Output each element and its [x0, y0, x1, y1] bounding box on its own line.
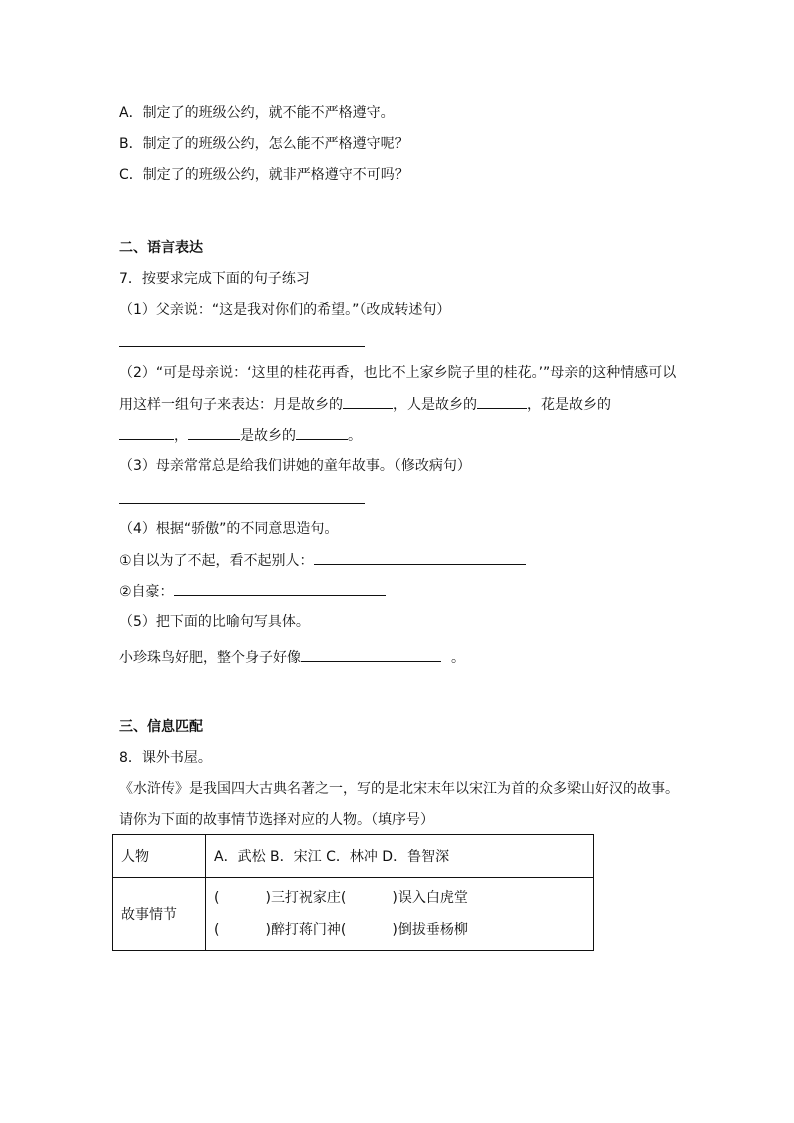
text: 。: [451, 650, 465, 666]
option-a: A．制定了的班级公约，就不能不严格遵守。: [119, 105, 395, 121]
table-row: [113, 835, 594, 878]
open-paren: (: [214, 890, 220, 906]
intro-line-1: 《水浒传》是我国四大古典名著之一，写的是北宋末年以宋江为首的众多梁山好汉的故事。: [119, 781, 679, 797]
q7-part-4: （4）根据“骄傲”的不同意思造句。: [119, 521, 339, 537]
plot-line-1: [214, 882, 593, 914]
option-b: B．制定了的班级公约，怎么能不严格遵守呢？: [119, 136, 409, 152]
open-paren: (: [214, 922, 220, 938]
section-heading-3: 三、信息匹配: [119, 719, 203, 735]
question-7-title: 7．按要求完成下面的句子练习: [119, 271, 310, 287]
blank-flower[interactable]: [119, 425, 174, 440]
plot-text: 三打祝家庄(: [270, 890, 347, 906]
plot-cell: [206, 878, 594, 951]
blank-simile[interactable]: [301, 647, 441, 662]
q7-part-2-line-2: [119, 394, 611, 415]
close-paren: ): [392, 890, 398, 906]
blank-moon[interactable]: [343, 394, 393, 409]
section-heading-2: 二、语言表达: [119, 240, 203, 256]
q7-part-5: （5）把下面的比喻句写具体。: [119, 614, 310, 630]
text: ，人是故乡的: [393, 397, 477, 413]
table-row: [113, 878, 594, 951]
text: ②自豪：: [119, 584, 174, 600]
close-paren: ): [392, 922, 398, 938]
blank-subject[interactable]: [188, 425, 240, 440]
plot-text: 倒拔垂杨柳: [397, 922, 468, 938]
q7-part-4-b: [119, 581, 386, 602]
text: 是故乡的: [240, 428, 296, 444]
q7-part-2-line-3: [119, 425, 362, 446]
plot-line-2: [214, 914, 593, 946]
text: ，花是故乡的: [527, 397, 611, 413]
text: 。: [348, 428, 362, 444]
option-c: C．制定了的班级公约，就非严格遵守不可吗？: [119, 167, 409, 183]
answer-line-3[interactable]: [119, 503, 365, 504]
q7-part-1: （1）父亲说：“这是我对你们的希望。”（改成转述句）: [119, 302, 451, 318]
q7-part-3: （3）母亲常常总是给我们讲她的童年故事。（修改病句）: [119, 458, 471, 474]
text: ，: [174, 428, 188, 444]
text: ①自以为了不起，看不起别人：: [119, 553, 314, 569]
blank-object[interactable]: [296, 425, 348, 440]
q7-part-5-sentence: [119, 647, 465, 668]
question-8-title: 8．课外书屋。: [119, 750, 212, 766]
blank-people[interactable]: [477, 394, 527, 409]
q7-part-2-line-1: （2）“可是母亲说：‘这里的桂花再香，也比不上家乡院子里的桂花。’”母亲的这种情感可以: [119, 365, 677, 381]
answer-line-1[interactable]: [119, 346, 365, 347]
character-options: A．武松 B．宋江 C．林冲 D．鲁智深: [206, 835, 594, 878]
matching-table: [112, 834, 594, 951]
row-label-characters: 人物: [113, 835, 206, 878]
blank-arrogant[interactable]: [314, 550, 526, 565]
plot-text: 误入白虎堂: [397, 890, 468, 906]
row-label-plots: 故事情节: [113, 878, 206, 951]
close-paren: ): [265, 922, 271, 938]
plot-text: 醉打蒋门神(: [270, 922, 347, 938]
text: 小珍珠鸟好肥，整个身子好像: [119, 650, 301, 666]
q7-part-4-a: [119, 550, 526, 571]
close-paren: ): [265, 890, 271, 906]
intro-line-2: 请你为下面的故事情节选择对应的人物。（填序号）: [119, 812, 434, 828]
blank-proud[interactable]: [174, 581, 386, 596]
text: 用这样一组句子来表达：月是故乡的: [119, 397, 343, 413]
